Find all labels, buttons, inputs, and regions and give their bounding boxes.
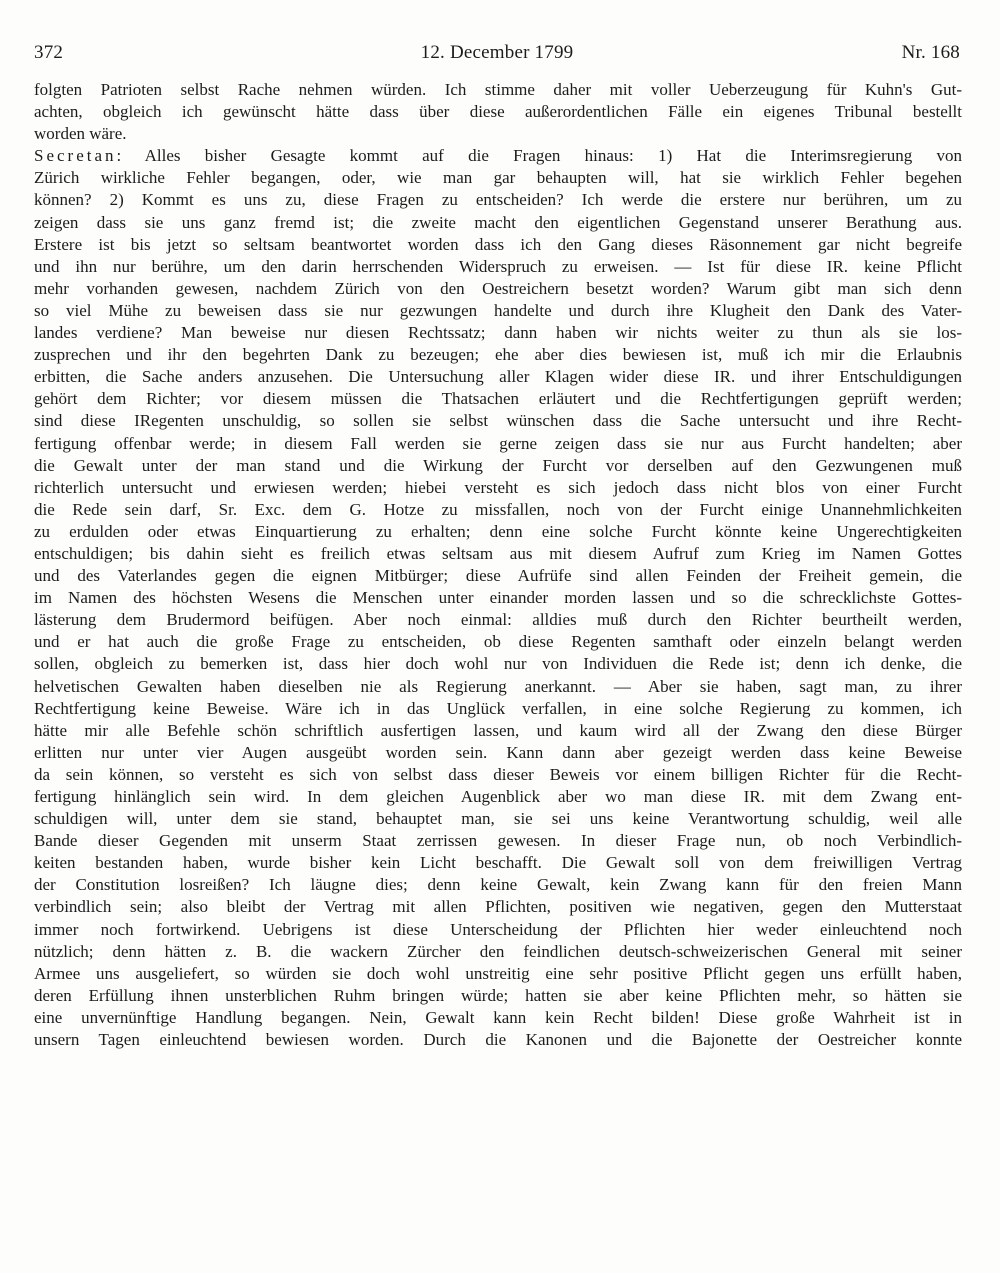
text-line: sollen, obgleich zu bemerken ist, dass hier doch wohl nur von Individuen die Rede ist; denn ich denke, die xyxy=(34,654,962,674)
text-line: keiten bestanden haben, wurde bisher kein Licht beschafft. Die Gewalt soll von dem freiwilligen Vertrag xyxy=(34,853,962,873)
text-line: helvetischen Gewalten haben dieselben nie als Regierung anerkannt. — Aber sie haben, sagt man, zu ihrer xyxy=(34,676,962,696)
speech-opening: : Alles bisher Gesagte kommt auf die Fragen hinaus: 1) Hat die Interimsregierung von xyxy=(116,146,962,166)
text-line: zu erdulden oder etwas Einquartierung zu erhalten; denn eine solche Furcht könnte keine Ungerechtigkeiten xyxy=(34,521,962,541)
page-number: 372 xyxy=(34,42,64,63)
text-line: Bande dieser Gegenden mit unserm Staat zerrissen gewesen. In dieser Frage nun, ob noch Verbindlich- xyxy=(34,831,962,851)
text-line: immer noch fortwirkend. Uebrigens ist diese Unterscheidung der Pflichten hier weder einleuchtend noch xyxy=(34,919,962,939)
text-line: Erstere ist bis jetzt so seltsam beantwortet worden dass ich den Gang dieses Räsonnement gar nicht begreife xyxy=(34,234,962,254)
text-line: Rechtfertigung keine Beweise. Wäre ich in das Unglück verfallen, in eine solche Regierung zu kommen, ich xyxy=(34,698,962,718)
text-line: zusprechen und ihr den begehrten Dank zu bezeugen; ehe aber dies bewiesen ist, muß ich mir die Erlaubnis xyxy=(34,345,962,365)
text-line: deren Erfüllung ihnen unsterblichen Ruhm bringen würde; hatten sie aber keine Pflichten mehr, so hätten sie xyxy=(34,985,962,1005)
text-line: achten, obgleich ich gewünscht hätte dass über diese außerordentlichen Fälle ein eigenes Tribunal bestellt xyxy=(34,102,962,122)
text-line: entschuldigen; bis dahin sieht es freilich etwas seltsam aus mit diesem Aufruf zum Krieg im Namen Gottes xyxy=(34,543,962,563)
text-line: sind diese IRegenten unschuldig, so sollen sie selbst wünschen dass die Sache untersucht und ihre Recht- xyxy=(34,411,962,431)
text-line: fertigung hinlänglich sein wird. In dem gleichen Augenblick aber wo man diese IR. mit dem Zwang ent- xyxy=(34,787,962,806)
text-line: Armee uns ausgeliefert, so würden sie doch wohl unstreitig eine sehr positive Pflicht gegen uns erfüllt haben, xyxy=(34,963,962,983)
text-line: erbitten, die Sache anders anzusehen. Die Untersuchung aller Klagen wider diese IR. und ihrer Entschuldigungen xyxy=(34,367,962,387)
text-line: und er hat auch die große Frage zu entscheiden, ob diese Regenten samthaft oder einzeln belangt werden xyxy=(34,632,962,652)
text-line: da sein können, so versteht es sich von selbst dass dieser Beweis vor einem billigen Richter für die Recht- xyxy=(34,764,962,784)
text-line: im Namen des höchsten Wesens die Menschen unter einander morden lassen und so die schrecklichste Gottes- xyxy=(34,588,962,608)
text-line: die Gewalt unter der man stand und die Wirkung der Furcht vor derselben auf den Gezwungenen muß xyxy=(34,455,962,475)
text-line: fertigung offenbar werde; in diesem Fall werden sie gerne zeigen dass sie nur aus Furcht handelten; aber xyxy=(34,433,962,453)
text-line: so viel Mühe zu beweisen dass sie nur gezwungen handelte und durch ihre Klugheit den Dank des Vater- xyxy=(34,300,962,320)
text-line: die Rede sein darf, Sr. Exc. dem G. Hotze zu missfallen, noch von der Furcht einige Unannehmlichkeiten xyxy=(34,499,962,519)
text-line: schuldigen will, unter dem sie stand, behauptet man, sie sei uns keine Verantwortung schuldig, weil alle xyxy=(34,809,962,829)
text-line: landes verdiene? Man beweise nur diesen Rechtssatz; dann haben wir nichts weiter zu thun als sie los- xyxy=(34,323,962,343)
text-line: verbindlich sein; also bleibt der Vertrag mit allen Pflichten, positiven wie negativen, gegen den Mutterstaat xyxy=(34,897,962,917)
text-line: können? 2) Kommt es uns zu, diese Fragen zu entscheiden? Ich werde die erstere nur berühren, um zu xyxy=(34,190,962,210)
speaker-name: Secretan xyxy=(34,146,117,166)
text-line: unsern Tagen einleuchtend bewiesen worden. Durch die Kanonen und die Bajonette der Oestreicher konnte xyxy=(34,1030,962,1050)
text-line: mehr vorhanden gewesen, nachdem Zürich von den Oestreichern besetzt worden? Warum gibt man sich denn xyxy=(34,278,962,298)
text-line: eine unvernünftige Handlung begangen. Nein, Gewalt kann kein Recht bilden! Diese große Wahrheit ist in xyxy=(34,1007,962,1027)
running-head-date: 12. December 1799 xyxy=(420,42,574,63)
text-line: worden wäre. xyxy=(34,124,127,144)
text-line: lästerung dem Brudermord beifügen. Aber noch einmal: alldies muß durch den Richter beurtheilt werden, xyxy=(34,610,962,630)
running-head xyxy=(34,42,960,68)
text-line: hätte mir alle Befehle schön schriftlich ausfertigen lassen, und kaum wird all der Zwang den diese Bürger xyxy=(34,720,962,740)
text-line: der Constitution losreißen? Ich läugne dies; denn keine Gewalt, kein Zwang kann für den freien Mann xyxy=(34,875,962,895)
text-line: erlitten nur unter vier Augen ausgeübt worden sein. Kann dann aber gezeigt werden dass keine Beweise xyxy=(34,742,962,762)
text-line: nützlich; denn hätten z. B. die wackern Zürcher den feindlichen deutsch-schweizerischen General mit seiner xyxy=(34,941,962,961)
text-line: und ihn nur berühre, um den darin herrschenden Widerspruch zu erweisen. — Ist für diese IR. keine Pflicht xyxy=(34,256,962,276)
text-line-speaker xyxy=(34,145,962,167)
text-line xyxy=(34,1051,962,1073)
text-line: und des Vaterlandes gegen die eignen Mitbürger; diese Aufrüfe sind allen Feinden der Freiheit gemein, die xyxy=(34,566,962,586)
text-line: Zürich wirkliche Fehler begangen, oder, wie man gar behaupten will, hat sie wirklich Fehler begehen xyxy=(34,168,962,188)
text-line: zeigen dass sie uns ganz fremd ist; die zweite macht den eigentlichen Gegenstand unserer Berathung aus. xyxy=(34,212,962,232)
text-line: gehört dem Richter; vor diesem müssen die Thatsachen erläutert und die Rechtfertigungen geprüft werden; xyxy=(34,389,962,409)
text-line: folgten Patrioten selbst Rache nehmen würden. Ich stimme daher mit voller Ueberzeugung für Kuhn's Gut- xyxy=(34,80,962,99)
document-number: Nr. 168 xyxy=(901,42,960,63)
text-line: richterlich untersucht und erwiesen werden; hiebei versteht es sich jedoch dass nicht blos von einer Furcht xyxy=(34,477,962,497)
body-text xyxy=(34,79,962,1073)
